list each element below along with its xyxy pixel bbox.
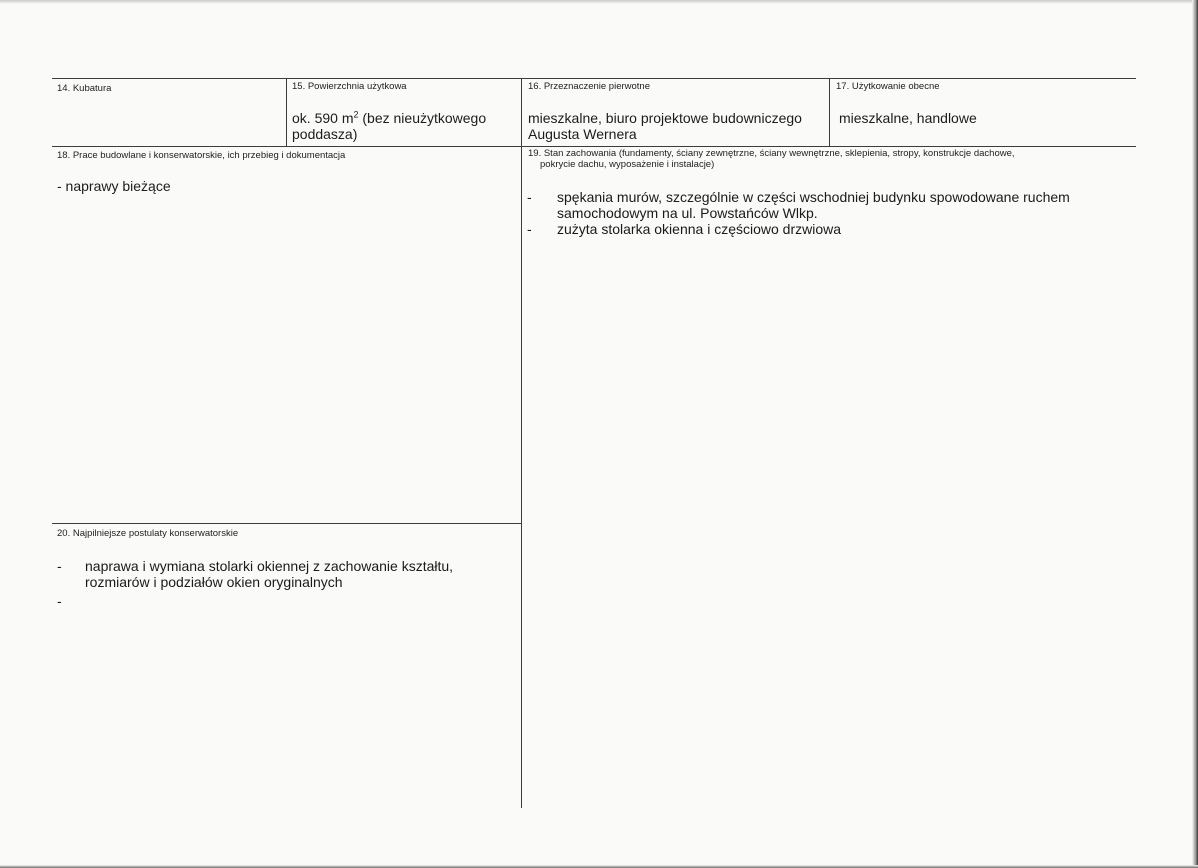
field19-item-line1: zużyta stolarka okienna i częściowo drzwiowa (557, 221, 842, 237)
field19-item-line2: samochodowym na ul. Powstańców Wlkp. (557, 205, 818, 221)
field19-label-line2: pokrycie dachu, wyposażenie i instalacje) (540, 159, 715, 170)
field16-value-line2: Augusta Wernera (528, 126, 637, 142)
top-border-line (52, 78, 1136, 79)
field19-label (528, 148, 1015, 170)
field16-label: 16. Przeznaczenie pierwotne (528, 81, 650, 92)
field20-item-line2: rozmiarów i podziałów okien oryginalnych (85, 574, 343, 590)
field20-item (55, 558, 515, 590)
field14-label: 14. Kubatura (57, 83, 112, 94)
field20-top-line (52, 523, 522, 524)
field20-list (55, 558, 515, 609)
field17-value: mieszkalne, handlowe (839, 110, 977, 126)
field15-value-prefix: ok. 590 m (292, 110, 354, 126)
field20-item-line1: naprawa i wymiana stolarki okiennej z zachowanie kształtu, (85, 558, 454, 574)
list-dash: - (57, 593, 62, 609)
field15-value-line2: poddasza) (292, 126, 358, 142)
field15-value-sup: 2 (353, 109, 359, 120)
list-dash: - (527, 221, 532, 237)
field19-item (527, 221, 1127, 237)
field16-value-line1: mieszkalne, biuro projektowe budowniczego (528, 110, 802, 126)
field19-list (527, 189, 1127, 237)
page-top-edge (0, 0, 1198, 4)
list-dash: - (527, 189, 532, 205)
field19-label-line1: 19. Stan zachowania (fundamenty, ściany zewnętrzne, ściany wewnętrzne, sklepienia, stropy, konstrukcje dachowe, (528, 148, 1015, 159)
divider-15-16 (521, 78, 522, 808)
field15-value (292, 110, 517, 142)
field15-value-suffix: (bez nieużytkowego (358, 110, 487, 126)
field17-label: 17. Użytkowanie obecne (836, 81, 940, 92)
row-divider-line (52, 146, 1136, 147)
page-right-edge (1192, 0, 1198, 868)
field19-item-line1: spękania murów, szczególnie w części wschodniej budynku spowodowane ruchem (557, 189, 1070, 205)
field16-value (528, 110, 824, 142)
field20-item-line1 (85, 593, 89, 609)
field20-label: 20. Najpilniejsze postulaty konserwatorskie (57, 528, 239, 539)
divider-16-17 (829, 78, 830, 147)
field18-label: 18. Prace budowlane i konserwatorskie, ich przebieg i dokumentacja (57, 150, 346, 161)
field19-item (527, 189, 1127, 221)
field18-value: - naprawy bieżące (57, 178, 171, 194)
divider-14-15 (286, 78, 287, 147)
list-dash: - (57, 558, 62, 574)
field15-label: 15. Powierzchnia użytkowa (292, 81, 407, 92)
field20-item (55, 593, 515, 609)
